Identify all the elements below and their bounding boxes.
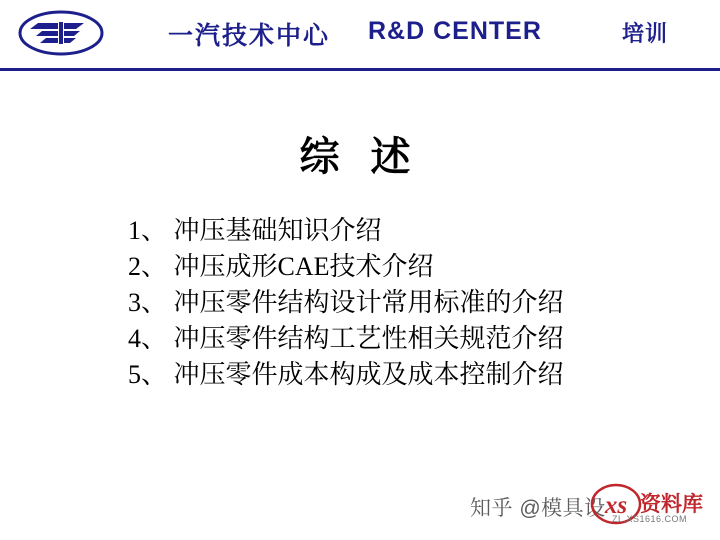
list-item: 4、 冲压零件结构工艺性相关规范介绍 bbox=[128, 324, 564, 353]
faw-logo-icon bbox=[18, 9, 104, 57]
zhihu-watermark: 知乎 @模具设 bbox=[470, 497, 606, 520]
bullet-list bbox=[128, 215, 688, 395]
list-item: 2、 冲压成形CAE技术介绍 bbox=[128, 252, 434, 281]
svg-text:xs: xs bbox=[604, 492, 628, 519]
site-name-label: 资料库 bbox=[640, 493, 703, 516]
slide-footer bbox=[0, 478, 720, 540]
list-item: 1、 冲压基础知识介绍 bbox=[128, 216, 382, 245]
header-training-label: 培训 bbox=[622, 21, 669, 46]
slide-header bbox=[0, 0, 720, 68]
header-company-name: 一汽技术中心 bbox=[168, 22, 331, 50]
header-center-title: R&D CENTER bbox=[368, 17, 542, 45]
list-item: 5、 冲压零件成本构成及成本控制介绍 bbox=[128, 360, 564, 389]
list-item: 3、 冲压零件结构设计常用标准的介绍 bbox=[128, 288, 564, 317]
page-title: 综 述 bbox=[299, 135, 421, 179]
site-url-label: ZL.XS1616.COM bbox=[612, 514, 688, 524]
header-divider bbox=[0, 68, 720, 71]
